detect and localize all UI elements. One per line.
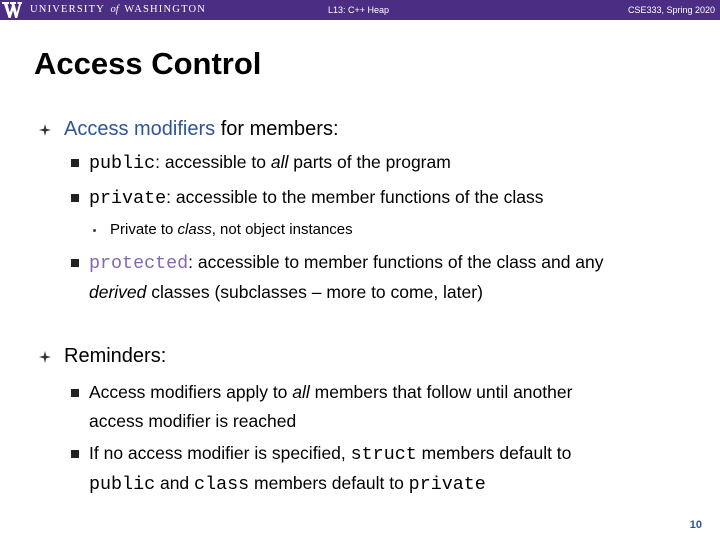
public-emphasis: all xyxy=(270,152,289,172)
reminder2-text-cont: members default to xyxy=(416,443,572,463)
subitem-text: Private to xyxy=(110,221,178,238)
reminder-item-1 xyxy=(89,378,709,436)
lecture-title: L13: C++ Heap xyxy=(328,5,390,15)
wordmark-washington: WASHINGTON xyxy=(124,4,207,15)
university-wordmark xyxy=(30,4,206,15)
reminders-heading: Reminders: xyxy=(64,345,167,367)
private-keyword: private xyxy=(408,474,486,495)
public-keyword: public xyxy=(89,474,156,495)
protected-text: : accessible to member functions of the class and any xyxy=(188,252,604,272)
uw-w-logo-icon xyxy=(2,1,22,19)
course-label: CSE333, Spring 2020 xyxy=(627,5,715,15)
protected-item xyxy=(89,248,709,307)
access-modifiers-term: Access modifiers xyxy=(64,118,216,140)
page-number: 10 xyxy=(689,519,702,531)
square-bullet-icon xyxy=(71,194,79,202)
access-modifiers-heading-text: for members: xyxy=(215,118,339,140)
subitem-emphasis: class xyxy=(177,221,212,238)
square-bullet-icon xyxy=(71,259,79,267)
square-bullet-icon xyxy=(71,159,79,167)
wordmark-of: of xyxy=(110,4,119,15)
public-text-end: parts of the program xyxy=(288,152,451,172)
header-bar xyxy=(0,0,720,20)
reminder1-emphasis: all xyxy=(292,382,310,402)
protected-keyword: protected xyxy=(89,253,189,274)
public-text: : accessible to xyxy=(155,152,271,172)
public-keyword: public xyxy=(89,153,156,174)
access-modifiers-heading xyxy=(64,118,339,141)
reminder-item-2 xyxy=(89,439,709,499)
dot-bullet-icon xyxy=(93,229,96,232)
reminder1-text-end: access modifier is reached xyxy=(89,411,297,431)
reminder1-text: Access modifiers apply to xyxy=(89,382,293,402)
protected-emphasis: derived xyxy=(89,282,147,302)
private-keyword: private xyxy=(89,188,167,209)
reminder2-and: and xyxy=(155,473,195,493)
square-bullet-icon xyxy=(71,450,79,458)
diamond-bullet-icon xyxy=(38,350,52,364)
wordmark-university: UNIVERSITY xyxy=(30,4,105,15)
protected-text-end: classes (subclasses – more to come, later) xyxy=(146,282,483,302)
reminder1-text-cont: members that follow until another xyxy=(309,382,573,402)
square-bullet-icon xyxy=(71,389,79,397)
struct-keyword: struct xyxy=(350,444,417,465)
reminder2-text: If no access modifier is specified, xyxy=(89,443,351,463)
reminder2-text-end: members default to xyxy=(249,473,409,493)
private-item xyxy=(89,183,709,213)
diamond-bullet-icon xyxy=(38,123,52,137)
subitem-text-end: , not object instances xyxy=(211,221,353,238)
public-item xyxy=(89,148,709,178)
private-subitem xyxy=(110,221,353,238)
slide-title: Access Control xyxy=(34,46,262,81)
class-keyword: class xyxy=(194,474,250,495)
private-text: : accessible to the member functions of the class xyxy=(166,187,544,207)
